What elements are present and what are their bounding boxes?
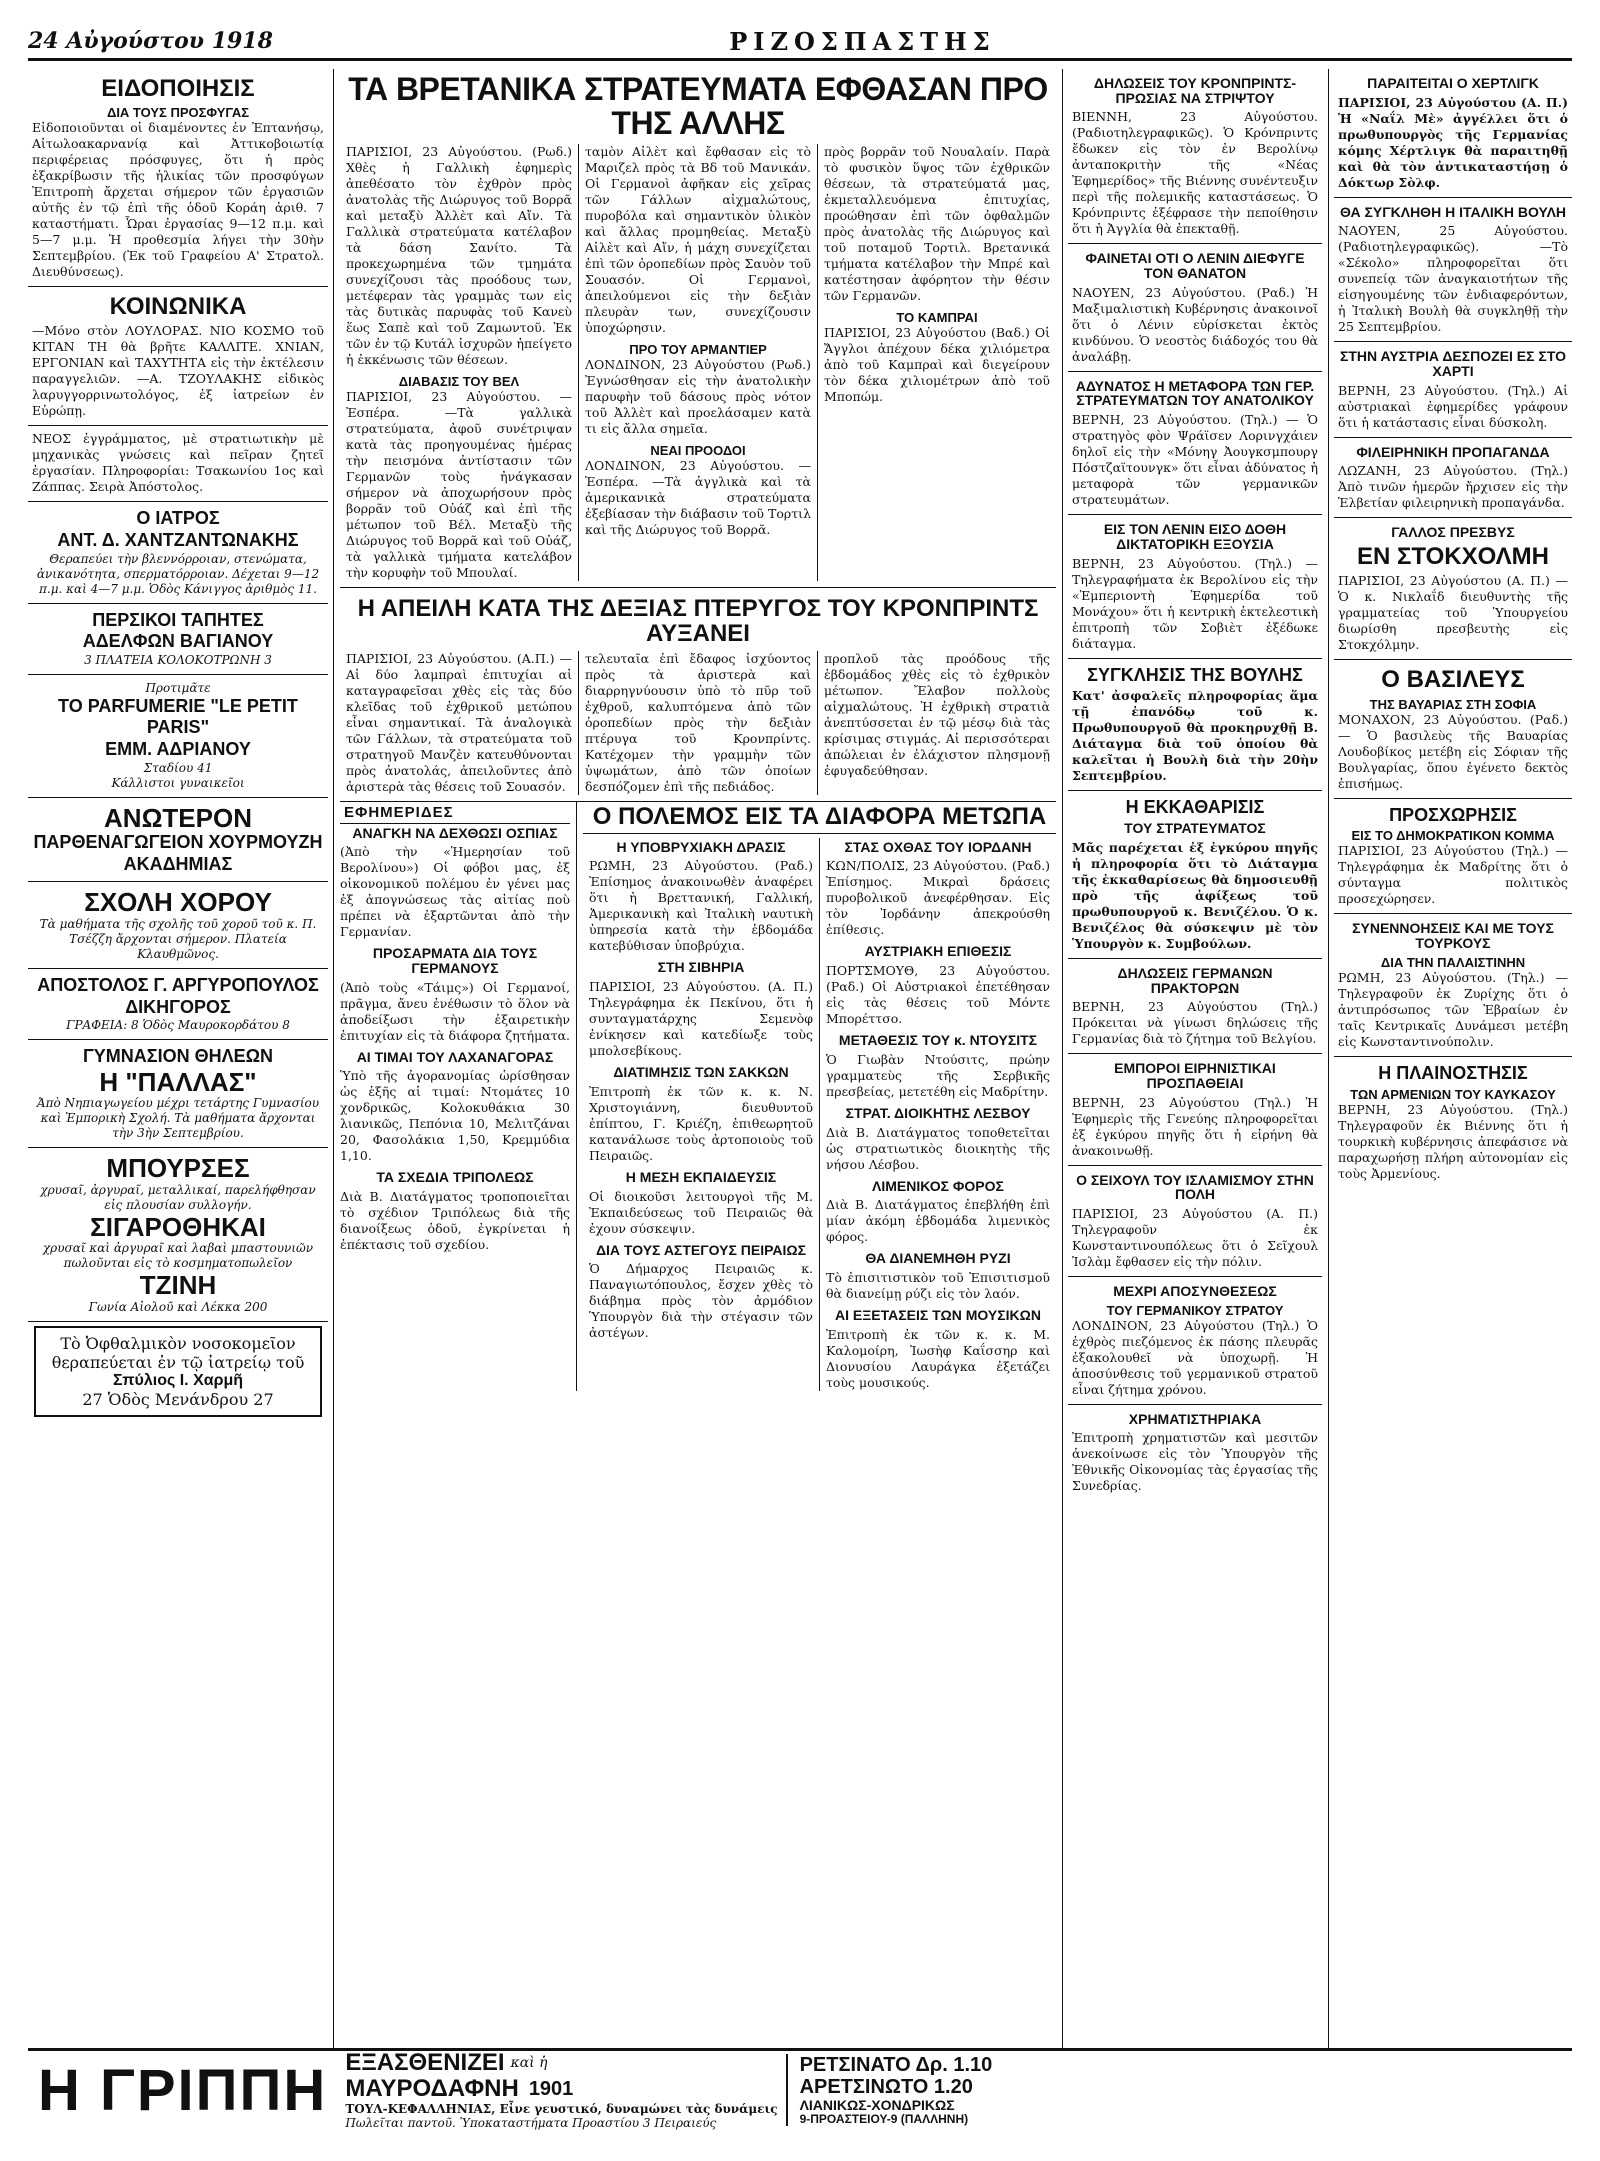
classified-neos [28, 426, 328, 502]
shop-name: ΤΖΙΝΗ [139, 1270, 217, 1301]
newspapers-column [340, 802, 577, 1391]
retsina-price: Δρ. 1.10 [915, 2053, 993, 2076]
second-text-b: τελευταῖα ἐπὶ ἔδαφος ἰσχύοντος πρὸς τὰ ἀριστερὰ καὶ διαρρηγνύουσιν ὑπὸ τὸ πῦρ τοῦ ἐχθροῦ, καλυπτόμενα ἀπὸ τῶν ὀροπεδίων πρὸς τὴν δεξιὰν πτέρυγα τοῦ Κρονπρίντς. Κατέχομεν τὴν γραμμὴν τῶν ὑψωμάτων, ἀπὸ τῶν ὁποίων δεσπόζομεν ἐπὶ τῆς πεδιάδος. [585, 650, 811, 794]
school-title: ΑΝΩΤΕΡΟΝ [104, 802, 252, 833]
front-heading-5: ΔΙΑ ΤΟΥΣ ΑΣΤΕΓΟΥΣ ΠΕΙΡΑΙΩΣ [595, 1241, 807, 1258]
notice-title: ΕΙΔΟΠΟΙΗΣΙΣ [101, 75, 255, 102]
ad-year: 1901 [528, 2078, 574, 2101]
school-name: ΑΚΑΔΗΜΙΑΣ [123, 853, 233, 874]
c5-text-6: ΜΟΝΑΧΟΝ, 23 Αὐγούστου. (Ραδ.) — Ὁ βασιλεὺς τῆς Βαυαρίας Λουδοβίκος μετέβη εἰς Σόφιαν τῆς Βουλγαρίας, ὅπου ἐγένετο δεκτὸς ἐπισήμως. [1338, 711, 1568, 791]
lead-subhead: ΔΙΑΒΑΣΙΣ ΤΟΥ ΒΕΛ [398, 374, 520, 390]
eph-text-4: Διὰ Β. Διατάγματος τροποποιεῖται τὸ σχέδιον Τριπόλεως διὰ τῆς διανοίξεως ὁδοῦ, ἐγκρίνεται ἡ ἐπέκτασις τοῦ σχεδίου. [340, 1189, 570, 1252]
column-news-5 [1334, 69, 1572, 2129]
newspaper-name: ΡΙΖΟΣΠΑΣΤΗΣ [729, 26, 996, 56]
front-heading-8: ΜΕΤΑΘΕΣΙΣ ΤΟΥ κ. ΝΤΟΥΣΙΤΣ [838, 1032, 1038, 1049]
c4-text-9: ΠΑΡΙΣΙΟΙ, 23 Αὐγούστου (Α. Π.) Τηλεγραφοῦν ἐκ Κωνσταντινουπόλεως ὅτι ὁ Σεῖχουλ Ἰσλὰμ ἔφθασεν εἰς τὴν πόλιν. [1072, 1206, 1318, 1270]
carpets-address: 3 ΠΛΑΤΕΙΑ ΚΟΛΟΚΟΤΡΩΝΗ 3 [84, 652, 272, 667]
c4-heading-2: ΦΑΙΝΕΤΑΙ ΟΤΙ Ο ΛΕΝΙΝ ΔΙΕΦΥΓΕ ΤΟΝ ΘΑΝΑΤΟΝ [1085, 250, 1305, 282]
c4-text-3: ΒΕΡΝΗ, 23 Αὐγούστου. (Τηλ.) — Ὁ στρατηγὸς φὸν Ψράϊσεν Λορινγχάιεν δηλοῖ εἰς τὴν «Μόνηγ Ἀουγκσμπουργ Πόστζαϊτουνγκ» ὅτι εἶναι ἀδύνατος ἡ μεταφορὰ τῶν γερμανικῶν στρατευμάτων. [1072, 412, 1318, 508]
c4-text-10: ΛΟΝΔΙΝΟΝ, 23 Αὐγούστου (Τηλ.) Ὁ ἐχθρὸς πιεζόμενος ἐκ πάσης πλευρᾶς ἐξακολουθεῖ νὰ ὑποχωρῇ. Ἡ ἀποσύνθεσις τοῦ γερμανικοῦ στρατοῦ εἶναι ζήτημα χρόνου. [1072, 1317, 1318, 1397]
c4-text-2: ΝΑΟΥΕΝ, 23 Αὐγούστου. (Ραδ.) Ἡ Μαξιμαλιστικὴ Κυβέρνησις ἀνακοινοῖ ὅτι ὁ Λένιν εὑρίσκεται ἐκτὸς κινδύνου. Ὁ νεοστὸς διάδοχός του θὰ ἀναλάβῃ. [1072, 284, 1318, 364]
cigarette-cases-title: ΣΙΓΑΡΟΘΗΚΑΙ [90, 1211, 266, 1242]
eph-heading-4: ΤΑ ΣΧΕΔΙΑ ΤΡΙΠΟΛΕΩΣ [376, 1169, 534, 1186]
c5-heading-2: ΘΑ ΣΥΓΚΛΗΘΗ Η ΙΤΑΛΙΚΗ ΒΟΥΛΗ [1339, 203, 1567, 220]
c5-text-4: ΛΩΖΑΝΗ, 23 Αὐγούστου. (Τηλ.) Ἀπὸ τινῶν ἡμερῶν ἤρχισεν εἰς τὴν Ἑλβετίαν φιλειρηνικὴ προπαγάνδα. [1338, 463, 1568, 511]
c5-heading-5b: ΕΝ ΣΤΟΚΧΟΛΜΗ [1357, 543, 1549, 571]
lead-text-e: ΛΟΝΔΙΝΟΝ, 23 Αὐγούστου (Ρωδ.) Ἐγνώσθησαν εἰς τὴν ἀνατολικὴν παρυφὴν τοῦ δάσους πρὸς νότον τοῦ Ἀλλὲτ καὶ προελάσαμεν κατὰ τι εἰς ἄλλα σημεῖα. [585, 357, 811, 437]
column-news-4 [1068, 69, 1322, 2129]
eph-text-2: (Ἀπὸ τοὺς «Τάιμς») Οἱ Γερμανοί, πρᾶγμα, ἄνευ ἐνέθωσιν τὸ ὅλον νὰ ἀποδείξωσι τὴν ἐξαιρετικὴν ἐπιτυχίαν εἰς τὰ διάφορα ζητήματα. [340, 979, 570, 1043]
front-heading-1: Η ΥΠΟΒΡΥΧΙΑΚΗ ΔΡΑΣΙΣ [616, 838, 786, 855]
ophthalmic-ad [34, 1326, 322, 1417]
ophthalmic-address: 27 Ὁδὸς Μενάνδρου 27 [82, 1390, 274, 1410]
c4-heading-11: ΧΡΗΜΑΤΙΣΤΗΡΙΑΚΑ [1128, 1410, 1262, 1427]
fronts-headline: Ο ΠΟΛΕΜΟΣ ΕΙΣ ΤΑ ΔΙΑΦΟΡΑ ΜΕΤΩΠΑ [583, 804, 1056, 834]
retsina-address: 9-ΠΡΟΑΣΤΕΙΟΥ-9 (ΠΑΛΛΗΝΗ) [799, 2112, 969, 2127]
dance-title: ΣΧΟΛΗ ΧΟΡΟΥ [84, 887, 272, 918]
c4-heading-6: Η ΕΚΚΑΘΑΡΙΣΙΣ [1125, 797, 1265, 818]
classified-text: ΝΕΟΣ ἐγγράμματος, μὲ στρατιωτικὴν μὲ μηχανικὰς γνώσεις καὶ πεῖραν ζητεῖ ἐργασίαν. Πληροφορίαι: Τσακωνίου 1ος καὶ Ζάππας. Σειρὰ Ἀπόστολος. [32, 431, 324, 495]
column-rule [1328, 69, 1329, 2129]
c5-heading-7: ΠΡΟΣΧΩΡΗΣΙΣ [1389, 804, 1517, 825]
front-heading-10: ΛΙΜΕΝΙΚΟΣ ΦΟΡΟΣ [872, 1177, 1004, 1194]
ad-retsina [786, 2054, 1005, 2127]
lead-subhead-3: ΝΕΑΙ ΠΡΟΟΔΟΙ [650, 443, 746, 459]
social-text: —Μόνο στὸν ΛΟΥΛΟΡΑΣ. ΝΙΟ ΚΟΣΜΟ τοῦ ΚΙΤΑΝ ΤΗ θὰ βρῆτε ΚΑΛΛΙΤΕ. ΧΝΙΑΝ, ΕΡΓΟΝΙΑΝ καὶ ΤΑΧΥΤΗΤΑ εἰς τὴν ἐκτέλεσιν παραγγελιῶν. —Α. ΤΖΟΥΛΑΚΗΣ εἰδικὸς λαρυγγορρινωτολόγος, ἐξ ἰατρείων ἐν Εὐρώπῃ. [32, 323, 324, 419]
front-text-10: Διὰ Β. Διατάγματος ἐπεβλήθη ἐπὶ μίαν ἀκόμη ἑβδομάδα λιμενικὸς φόρος. [826, 1197, 1050, 1245]
second-text-a: ΠΑΡΙΣΙΟΙ, 23 Αὐγούστου. (Α.Π.) — Αἱ δύο λαμπραὶ ἐπιτυχίαι αἱ καταγραφεῖσαι χθὲς εἰς τὰς δύο κλεῖδας τοῦ ἐχθρικοῦ μετώπου εἶναι σημαντικαί. Τὰ ἀναλογικὰ τῶν Γάλλων, τὰ στρατεύματα τοῦ στρατηγοῦ Μανζὲν κατευθύνονται πρὸς ἀνατολάς, ἀπειλοῦντες ἀπὸ ἀριστερὰ τὰς θέσεις τοῦ Σουασόν. [346, 650, 572, 794]
eph-heading-3: ΑΙ ΤΙΜΑΙ ΤΟΥ ΛΑΧΑΝΑΓΟΡΑΣ [356, 1048, 554, 1065]
front-heading-9: ΣΤΡΑΤ. ΔΙΟΙΚΗΤΗΣ ΛΕΣΒΟΥ [845, 1104, 1031, 1121]
c5-text-1: ΠΑΡΙΣΙΟΙ, 23 Αὐγούστου (Α. Π.) Ἡ «Ναΐλ Μὲ» ἀγγέλλει ὅτι ὁ πρωθυπουργὸς τῆς Γερμανίας κόμης Χέρτλιγκ θὰ παραιτηθῇ καὶ θὰ τὸν ἀντικαταστήσῃ ὁ Δόκτωρ Σὸλφ. [1338, 94, 1568, 190]
c4-text-8: ΒΕΡΝΗ, 23 Αὐγούστου (Τηλ.) Ἡ Ἐφημερὶς τῆς Γενεύης πληροφορεῖται ἐξ ἐγκύρου πηγῆς ὅτι ἡ εἰρήνη θὰ ἀνακοινωθῇ. [1072, 1094, 1318, 1158]
social-title: ΚΟΙΝΩΝΙΚΑ [109, 293, 247, 321]
ad-and: καὶ ἡ [510, 2054, 548, 2071]
front-heading-3: ΔΙΑΤΙΜΗΣΙΣ ΤΩΝ ΣΑΚΚΩΝ [613, 1064, 789, 1081]
c4-heading-5: ΣΥΓΚΛΗΣΙΣ ΤΗΣ ΒΟΥΛΗΣ [1087, 664, 1303, 685]
notice-subtitle: ΔΙΑ ΤΟΥΣ ΠΡΟΣΦΥΓΑΣ [106, 105, 250, 121]
c5-heading-9b: ΤΩΝ ΑΡΜΕΝΙΩΝ ΤΟΥ ΚΑΥΚΑΣΟΥ [1350, 1086, 1556, 1102]
eph-heading-1: ΑΝΑΓΚΗ ΝΑ ΔΕΧΘΩΣΙ ΟΣΠΙΑΣ [352, 824, 558, 841]
second-story [340, 588, 1056, 801]
front-heading-12: ΑΙ ΕΞΕΤΑΣΕΙΣ ΤΩΝ ΜΟΥΣΙΚΩΝ [835, 1306, 1041, 1323]
column-ads [28, 69, 328, 2129]
lower-section [340, 802, 1056, 1391]
ad-footline-2: Πωλεῖται παντοῦ. Ὑποκαταστήματα Προαστίου 3 Πειραιεύς [345, 2116, 717, 2131]
front-heading-6: ΣΤΑΣ ΟΧΘΑΣ ΤΟΥ ΙΟΡΔΑΝΗ [844, 838, 1032, 855]
front-heading-7: ΑΥΣΤΡΙΑΚΗ ΕΠΙΘΕΣΙΣ [864, 943, 1012, 960]
perfume-pre: Προτιμᾶτε [145, 680, 211, 695]
perfume-address: Σταδίου 41 [143, 760, 213, 775]
ophthalmic-doctor: Σπύλιος Ι. Χαρμῆ [112, 1372, 244, 1390]
column-rule [333, 69, 334, 2129]
c4-heading-7: ΔΗΛΩΣΕΙΣ ΓΕΡΜΑΝΩΝ ΠΡΑΚΤΟΡΩΝ [1117, 964, 1273, 996]
c4-text-4: ΒΕΡΝΗ, 23 Αὐγούστου. (Τηλ.) — Τηλεγραφήματα ἐκ Βερολίνου εἰς τὴν «Ἐμπεριοντὴ Ἐφημερίδα τοῦ Μονάχου» ὅτι ἡ κεντρικὴ ἐκτελεστικὴ ἐπιτροπὴ τῶν Σοβιὲτ ἐξέδωκε διάταγμα. [1072, 555, 1318, 651]
second-columns [340, 651, 1056, 795]
front-text-11: Τὸ ἐπισιτιστικὸν τοῦ Ἐπισιτισμοῦ θὰ διανείμῃ ρύζι εἰς τὸν λαόν. [826, 1269, 1050, 1301]
notice-text: Εἰδοποιοῦνται οἱ διαμένοντες ἐν Ἐπτανήσῳ, Αἰτωλοακαρνανίᾳ καὶ Ἀττικοβοιωτίᾳ περιφέρειας πρόσφυγες, ὅτι ἡ πρὸς ἐξακρίβωσιν τῆς ἡλικίας τῶν προσφύγων Ἐπιτροπὴ ἄρχεται σήμερον τῶν ἐργασιῶν αὐτῆς ἐν τῷ ἐπὶ τῆς ὁδοῦ Κοράη ἀριθ. 7 καταστήματι. Ὧραι ἐργασίας 9—12 π.μ. καὶ 5—7 μ.μ. Ἡ προθεσμία λήγει τὴν 30ὴν Σεπτεμβρίου. (Ἐκ τοῦ Γραφείου Α' Στρατολ. Διευθύνσεως). [32, 120, 324, 280]
c4-text-11: Ἐπιτροπὴ χρηματιστῶν καὶ μεσιτῶν ἀνεκοίνωσε εἰς τὸν Ὑπουργὸν τῆς Ἐθνικῆς Οἰκονομίας τὰς ἐργασίας τῆς Συνεδρίας. [1072, 1430, 1318, 1494]
c4-text-6: Μᾶς παρέχεται ἐξ ἐγκύρου πηγῆς ἡ πληροφορία ὅτι τὸ Διάταγμα τῆς ἐκκαθαρίσεως θὰ δημοσιευθῇ πρὸ τῆς ἀφίξεως τοῦ πρωθυπουργοῦ κ. Βενιζέλου. Ὁ κ. Βενιζέλος θὰ σύσκεψιν μὲ τὸν Ὑπουργὸν κ. Συμβούλων. [1072, 839, 1318, 951]
c5-heading-9: Η ΠΛΑΙΝΟΣΤΗΣΙΣ [1378, 1062, 1528, 1083]
lawyer-address: ΓΡΑΦΕΙΑ: 8 Ὁδὸς Μαυροκορδάτου 8 [66, 1018, 290, 1033]
aretsinoto-price: 1.20 [933, 2075, 973, 2098]
c4-heading-6b: ΤΟΥ ΣΤΡΑΤΕΥΜΑΤΟΣ [1124, 820, 1266, 837]
front-text-5: Ὁ Δήμαρχος Πειραιῶς κ. Παναγιωτόπουλος, ἔσχεν χθὲς τὸ διάβημα πρὸς τὸν ἀρμόδιον Ὑπουργὸν διὰ τὴν στέγασιν τῶν ἀστέγων. [589, 1261, 813, 1341]
front-text-2: ΠΑΡΙΣΙΟΙ, 23 Αὐγούστου. (Α. Π.) Τηλεγράφημα ἐκ Πεκίνου, ὅτι ἡ συνταγματάρχης Σεμενὸφ ἐνίκησεν καὶ κατεδίωξε τοὺς μπολσεβίκους. [589, 979, 813, 1059]
retsina-label: ΡΕΤΣΙΝΑΤΟ [799, 2053, 911, 2076]
eph-heading-2: ΠΡΟΣΑΡΜΑΤΑ ΔΙΑ ΤΟΥΣ ΓΕΡΜΑΝΟΥΣ [372, 945, 538, 976]
gym-title: ΓΥΜΝΑΣΙΟΝ ΘΗΛΕΩΝ [82, 1046, 274, 1067]
lawyer-ad [28, 969, 328, 1040]
school-ad [28, 798, 328, 883]
c5-text-7: ΠΑΡΙΣΙΟΙ, 23 Αὐγούστου (Τηλ.) — Τηλεγράφημα ἐκ Μαδρίτης ὅτι ὁ σύνταγμα πολιτικὸς προσεχώρησεν. [1338, 843, 1568, 907]
gym-name: Η "ΠΑΛΛΑΣ" [99, 1066, 257, 1097]
ad-mavrodafni-name: ΜΑΥΡΟΔΑΦΝΗ [345, 2075, 519, 2102]
c5-heading-1: ΠΑΡΑΙΤΕΙΤΑΙ Ο ΧΕΡΤΛΙΓΚ [1367, 75, 1539, 91]
doctor-ad [28, 502, 328, 603]
masthead [28, 24, 1572, 61]
c5-text-3: ΒΕΡΝΗ, 23 Αὐγούστου. (Τηλ.) Αἱ αὐστριακαὶ ἐφημερίδες γράφουν ὅτι ἡ κατάστασις εἶναι δύσκολη. [1338, 382, 1568, 430]
dance-text: Τὰ μαθήματα τῆς σχολῆς τοῦ χοροῦ τοῦ κ. Π. Τσέζζη ἄρχονται σήμερον. Πλατεία Κλαυθμῶνος. [39, 916, 317, 961]
ad-mavrodafni [337, 2050, 785, 2131]
lead-story [340, 69, 1056, 588]
doctor-title: Ο ΙΑΤΡΟΣ [136, 508, 220, 529]
lead-text-d: πρὸς βορρᾶν τοῦ Νουαλαίν. Παρὰ τὸ φυσικὸν ὕψος τῶν ἐχθρικῶν θέσεων, τὰ στρατεύματά μας, ἐκμεταλλευόμενα ἐπιτυχίας, προώθησαν ἐπὶ τῶν ὀφθαλμῶν πρὸς ἀνατολὰς τῆς Διώρυγος καὶ τοῦ ποταμοῦ Τορτιλ. Βρετανικά τμήματα κατέλαβον τὴν Μπρέ καὶ κατέστησαν ἀφόρητον τὴν θέσιν τῶν Γερμανῶν. [824, 144, 1050, 304]
lead-text-b: ταμὸν Αἰλὲτ καὶ ἔφθασαν εἰς τὸ Μαριζελ πρὸς τὰ Βδ τοῦ Μανικάν. Οἱ Γερμανοὶ ἀφῆκαν εἰς χεῖρας τῶν Γάλλων αἰχμαλώτους, πυροβόλα καὶ σημαντικὸν ὑλικὸν καὶ ἄλλας προμηθείας. Μεταξὺ Αἰλὲτ καὶ Αἴν, ἡ μάχη συνεχίζεται ἐπὶ τῶν ὀροπεδίων πρὸς Σαυὸν τοῦ Σουασόν. Οἱ Γερμανοὶ, ἀπειλούμενοι εἰς τὴν δεξιὰν πλευρὰν των, συνεχίζουσιν ὑποχώρησιν. [585, 144, 811, 336]
c5-text-9: ΒΕΡΝΗ, 23 Αὐγούστου. (Τηλ.) Τηλεγραφοῦν ἐκ Βιέννης ὅτι ἡ τουρκικὴ κυβέρνησις ἀπεφάσισε νὰ παραχωρήσῃ πλήρη αὐτονομίαν εἰς τοὺς Ἀρμενίους. [1338, 1101, 1568, 1181]
perfume-tagline: Κάλλιστοι γυναικεῖοι [111, 775, 245, 790]
doctor-text: Θεραπεύει τὴν βλεννόρροιαν, στενώματα, ἀνικανότητα, σπερματόρροιαν. Δέχεται 9—12 π.μ. καὶ 4—7 μ.μ. Ὁδὸς Κάνιγγος ἀριθμὸς 11. [36, 551, 320, 596]
perfumery-ad [28, 675, 328, 798]
bottom-advertisement [28, 2048, 1572, 2129]
front-text-12: Ἐπιτροπὴ ἐκ τῶν κ. κ. Μ. Καλομοίρη, Ἰωσὴφ Καΐσσηρ καὶ Διονυσίου Λαυράγκα ἐξετάζει τοὺς μουσικούς. [826, 1326, 1050, 1390]
issue-date: 24 Αὐγούστου 1918 [28, 28, 273, 54]
lead-headline: ΤΑ ΒΡΕΤΑΝΙΚΑ ΣΤΡΑΤΕΥΜΑΤΑ ΕΦΘΑΣΑΝ ΠΡΟ ΤΗΣ ΑΛΛΗΣ [348, 71, 1048, 141]
second-text-c: προπλοῦ τὰς προόδους τῆς ἑβδομάδος χθὲς εἰς τὸ ἐχθρικὸν μέτωπον. Ἔλαβον πολλοὺς αἰχμαλώτους. Ἡ ἐχθρικὴ στρατιὰ ἀνεπτύσσεται ἐν τῷ μέσῳ διὰ τὰς κρίσιμας στιγμάς. Αἱ περισσότεραι ἀπώλειαι ἐν ἐλάχιστον πλησμονῇ ἐφυγαδεύθησαν. [824, 650, 1050, 778]
c5-heading-8: ΣΥΝΕΝΝΟΗΣΕΙΣ ΚΑΙ ΜΕ ΤΟΥΣ ΤΟΥΡΚΟΥΣ [1352, 920, 1554, 952]
c4-heading-4: ΕΙΣ ΤΟΝ ΛΕΝΙΝ ΕΙΣΟ ΔΟΘΗ ΔΙΚΤΑΤΟΡΙΚΗ ΕΞΟΥΣΙΑ [1103, 521, 1287, 552]
front-text-1: ΡΩΜΗ, 23 Αὐγούστου. (Ραδ.) Ἐπίσημος ἀνακοινωθὲν ἀναφέρει ὅτι ἡ Βρεττανική, Γαλλική, Ἀμερικανικὴ καὶ Ἰταλικὴ ναυτικὴ ὑπηρεσία κατὰ τὴν ἑβδομάδα κατεβύθισαν ὑποβρύχια. [589, 858, 813, 954]
front-heading-4: Η ΜΕΣΗ ΕΚΠΑΙΔΕΥΣΙΣ [625, 1168, 777, 1185]
front-text-3: Ἐπιτροπὴ ἐκ τῶν κ. κ. Ν. Χριστογιάννη, διευθυντοῦ ἐπίπτου, Γ. Κριέζη, ἐπιθεωρητοῦ κατανάλωσε τοὺς ἀρτοποιοὺς τοῦ Πειραιῶς. [589, 1083, 813, 1163]
c5-text-2: ΝΑΟΥΕΝ, 25 Αὐγούστου. (Ραδιοτηλεγραφικῶς). —Τὸ «Σέκολο» πληροφορεῖται ὅτι συνεπείᾳ τῶν ἀναγκαιοτήτων τῆς εἰσηγουμένης τῶν ἐνδιαφερόντων, ἡ Ἰταλικὴ Βουλὴ θὰ συγκληθῇ τὴν 25 Σεπτεμβρίου. [1338, 223, 1568, 335]
c5-heading-6b: ΤΗΣ ΒΑΥΑΡΙΑΣ ΣΤΗ ΣΟΦΙΑ [1369, 696, 1537, 712]
doctor-name: ΑΝΤ. Δ. ΧΑΝΤΖΑΝΤΩΝΑΚΗΣ [57, 529, 299, 550]
ad-grippi-word: Η ΓΡΙΠΠΗ [38, 2057, 328, 2123]
main-news-area [340, 69, 1056, 2129]
c5-heading-8b: ΔΙΑ ΤΗΝ ΠΑΛΑΙΣΤΙΝΗΝ [1380, 954, 1526, 970]
newspapers-label: ΕΦΗΜΕΡΙΔΕΣ [340, 802, 570, 824]
c4-heading-8: ΕΜΠΟΡΟΙ ΕΙΡΗΝΙΣΤΙΚΑΙ ΠΡΟΣΠΑΘΕΙΑΙ [1114, 1060, 1276, 1092]
c5-heading-7b: ΕΙΣ ΤΟ ΔΗΜΟΚΡΑΤΙΚΟΝ ΚΟΜΜΑ [1351, 828, 1555, 844]
lawyer-title: ΔΙΚΗΓΟΡΟΣ [125, 996, 231, 1017]
front-heading-11: ΘΑ ΔΙΑΝΕΜΗΘΗ ΡΥΖΙ [865, 1250, 1011, 1267]
carpets-title: ΠΕΡΣΙΚΟΙ ΤΑΠΗΤΕΣ [92, 609, 264, 630]
c4-heading-1: ΔΗΛΩΣΕΙΣ ΤΟΥ ΚΡΟΝΠΡΙΝΤΣ-ΠΡΩΣΙΑΣ ΝΑ ΣΤΡΙΨΤΟΥ [1093, 75, 1297, 106]
carpets-name: ΑΔΕΛΦΩΝ ΒΑΓΙΑΝΟΥ [82, 631, 274, 652]
bracelets-title: ΜΠΟΥΡΣΕΣ [106, 1153, 250, 1184]
front-text-9: Διὰ Β. Διατάγματος τοποθετεῖται ὡς στρατιωτικὸς διοικητὴς τῆς νήσου Λέσβου. [826, 1124, 1050, 1172]
lead-subhead-4: ΤΟ ΚΑΜΠΡΑΙ [896, 310, 978, 326]
school-subtitle: ΠΑΡΘΕΝΑΓΩΓΕΙΟΝ ΧΟΥΡΜΟΥΖΗ [33, 832, 323, 853]
c4-heading-9: Ο ΣΕΙΧΟΥΛ ΤΟΥ ΙΣΛΑΜΙΣΜΟΥ ΣΤΗΝ ΠΟΛΗ [1076, 1171, 1314, 1203]
c4-heading-10b: ΤΟΥ ΓΕΡΜΑΝΙΚΟΥ ΣΤΡΑΤΟΥ [1106, 1302, 1284, 1318]
fronts-columns [583, 838, 1056, 1391]
aretsinoto-label: ΑΡΕΤΣΙΝΩΤΟ [799, 2075, 929, 2098]
cigarette-cases-text: χρυσαῖ καὶ ἀργυραῖ καὶ λαβαὶ μπαστουνιῶν πωλοῦνται εἰς τὸ κοσμηματοπωλεῖον [42, 1241, 314, 1271]
dance-school-ad [28, 882, 328, 969]
lawyer-name: ΑΠΟΣΤΟΛΟΣ Γ. ΑΡΓΥΡΟΠΟΥΛΟΣ [37, 974, 319, 995]
c4-heading-10: ΜΕΧΡΙ ΑΠΟΣΥΝΘΕΣΕΩΣ [1113, 1283, 1277, 1300]
shop-address: Γωνία Αἰολοῦ καὶ Λέκκα 200 [88, 1300, 268, 1315]
carpets-ad [28, 604, 328, 675]
c4-text-5: Κατ' ἀσφαλεῖς πληροφορίας ἅμα τῇ ἐπανόδῳ τοῦ κ. Πρωθυπουργοῦ θὰ προκηρυχθῇ Β. Διάταγμα διὰ τοῦ ὁποίου θὰ καλεῖται ἡ Βουλὴ διὰ τὴν 20ὴν Σεπτεμβρίου. [1072, 688, 1318, 784]
lead-text-g: ΠΑΡΙΣΙΟΙ, 23 Αὐγούστου (Βαδ.) Οἱ Ἄγγλοι ἀπέχουν δέκα χιλιόμετρα ἀπὸ τοῦ Καμπραὶ καὶ διεγείρουν τὸν δέκα χιλιομέτρων ἀπὸ τοῦ Μποπώμ. [824, 325, 1050, 405]
eph-text-3: Ὑπὸ τῆς ἀγορανομίας ὡρίσθησαν ὡς ἑξῆς αἱ τιμαί: Ντομάτες 10 χονδρικῶς, Κολοκυθάκια 30 λιανικῶς, Πεπόνια 10, Μελιτζάναι 20, Φασολάκια 1,50, Κρεμμύδια 1,10. [340, 1068, 570, 1164]
c5-text-5: ΠΑΡΙΣΙΟΙ, 23 Αὐγούστου (Α. Π.) — Ὁ κ. Νικλαΐδ διευθυντὴς τῆς γραμματείας τοῦ Ὑπουργείου διωρίσθη πρεσβευτὴς εἰς Στοκχόλμην. [1338, 573, 1568, 653]
front-text-4: Οἱ διοικοῦσι λειτουργοὶ τῆς Μ. Ἐκπαιδεύσεως τοῦ Πειραιῶς θὰ ἐχουν σύσκεψιν. [589, 1188, 813, 1236]
front-heading-2: ΣΤΗ ΣΙΒΗΡΙΑ [657, 959, 745, 976]
notice-refugees [28, 69, 328, 287]
c5-heading-6: Ο ΒΑΣΙΛΕΥΣ [1381, 666, 1525, 694]
jeweller-ad [28, 1148, 328, 1322]
perfume-owner: ΕΜΜ. ΑΔΡΙΑΝΟΥ [105, 738, 251, 759]
fronts-area [577, 802, 1056, 1391]
social-section [28, 287, 328, 426]
lead-text-c: ΠΑΡΙΣΙΟΙ, 23 Αὐγούστου. —Ἐσπέρα. —Τὰ γαλλικὰ στρατεύματα, ἀφοῦ συνέτριψαν κατὰ τὰς προηγουμένας ἡμέρας τὴν πεισμόνα ἀντίστασιν τῶν Γερμανῶν τοὺς ἠνάγκασαν σήμερον νὰ ἀποχωρήσουν πρὸς βορρᾶν τοῦ Οὐάζ καὶ ἐπὶ τῆς μέτωπον τοῦ Βέλ. Μεταξὺ τῆς Διώρυγος τοῦ Βορρᾶ καὶ τοῦ Οὐάζ, τὰ γαλλικὰ τμήματα κατελάβον τὴν κορυφὴν τοῦ Μπουλαί. [346, 389, 572, 581]
bracelets-text: χρυσαῖ, ἀργυραῖ, μεταλλικαί, παρελήφθησαν εἰς πλουσίαν συλλογήν. [40, 1182, 316, 1212]
c4-heading-3: ΑΔΥΝΑΤΟΣ Η ΜΕΤΑΦΟΡΑ ΤΩΝ ΓΕΡ. ΣΤΡΑΤΕΥΜΑΤΩΝ ΤΟΥ ΑΝΑΤΟΛΙΚΟΥ [1075, 377, 1315, 409]
c4-text-1: ΒΙΕΝΝΗ, 23 Αὐγούστου. (Ραδιοτηλεγραφικῶς). Ὁ Κρόνπριντς ἔδωκεν εἰς τὸν ἐν Βερολίνῳ ἀνταποκριτὴν τῆς «Νέας Ἐφημερίδος» τῆς Βιέννης συνέντευξιν περὶ τῆς πολεμικῆς καταστάσεως. Ὁ Κρόνπριντς ἐξέφρασε τὴν πεποίθησιν ὅτι ἡ Ἀγγλία θὰ ἐπεκταθῇ. [1072, 109, 1318, 237]
front-text-8: Ὁ Γιωβὰν Ντούσιτς, πρώην γραμματεὺς τῆς Σερβικῆς πρεσβείας, μετετέθη εἰς Μαδρίτην. [826, 1051, 1050, 1099]
front-text-7: ΠΟΡΤΣΜΟΥΘ, 23 Αὐγούστου. (Ραδ.) Οἱ Αὐστριακοὶ ἐπετέθησαν εἰς τὰς θέσεις τοῦ Μόντε Μπορέττσο. [826, 963, 1050, 1027]
column-rule [1062, 69, 1063, 2129]
lead-columns [340, 144, 1056, 581]
c5-text-8: ΡΩΜΗ, 23 Αὐγούστου. (Τηλ.) — Τηλεγραφοῦν ἐκ Ζυρίχης ὅτι ὁ ἀντιπρόσωπος τῶν Ἑβραίων ἐν ταῖς Κεντρικαῖς Δυνάμεσι μετέβη εἰς Κωνσταντινούπολιν. [1338, 969, 1568, 1049]
eph-text-1: (Ἀπὸ τὴν «Ἡμερησίαν τοῦ Βερολίνου») Οἱ φόβοι μας, ἐξ οἰκονομικοῦ πολέμου ἐν γένει μας ἐξ ἀπογνώσεως τὰς αἰτίας ποὺ πρέπει νὰ ἐξαρτῶνται ἀπὸ τὴν Γερμανίαν. [340, 844, 570, 940]
retsina-shop: ΛΙΑΝΙΚΩΣ-ΧΟΝΔΡΙΚΩΣ [799, 2096, 955, 2113]
front-text-6: ΚΩΝ/ΠΟΛΙΣ, 23 Αὐγούστου. (Ραδ.) Ἐπίσημος. Μικραὶ δράσεις πυροβολικοῦ ἀνεφέρθησαν. Εἰς τὸν Ἰορδάνην ἀπεκρούσθη ἐπίθεσις. [826, 858, 1050, 938]
c4-text-7: ΒΕΡΝΗ, 23 Αὐγούστου (Τηλ.) Πρόκειται νὰ γίνωσι δηλώσεις τῆς Γερμανίας διὰ τὸ ζήτημα τοῦ Βελγίου. [1072, 999, 1318, 1047]
perfume-name: ΤΟ PARFUMERIE "LE PETIT PARIS" [58, 695, 298, 738]
ophthalmic-text: Τὸ Ὀφθαλμικὸν νοσοκομεῖον θεραπεύεται ἐν τῷ ἰατρείῳ τοῦ [51, 1334, 305, 1373]
gymnasium-ad [28, 1040, 328, 1148]
gym-text: Ἀπὸ Νηπιαγωγείου μέχρι τετάρτης Γυμνασίου καὶ Ἐμπορικὴ Σχολή. Τὰ μαθήματα ἄρχονται τὴν 3ὴν Σεπτεμβρίου. [36, 1096, 320, 1141]
lead-subhead-2: ΠΡΟ ΤΟΥ ΑΡΜΑΝΤΙΕΡ [629, 342, 767, 358]
c5-heading-4: ΦΙΛΕΙΡΗΝΙΚΗ ΠΡΟΠΑΓΑΝΔΑ [1356, 443, 1550, 460]
second-headline: Η ΑΠΕΙΛΗ ΚΑΤΑ ΤΗΣ ΔΕΞΙΑΣ ΠΤΕΡΥΓΟΣ ΤΟΥ ΚΡΟΝΠΡΙΝΤΣ ΑΥΞΑΝΕΙ [357, 595, 1039, 648]
c5-heading-5: ΓΑΛΛΟΣ ΠΡΕΣΒΥΣ [1391, 524, 1515, 541]
ad-footline: ΤΟΥΛ-ΚΕΦΑΛΛΗΝΙΑΣ, Εἶνε γευστικό, δυναμώνει τὰς δυνάμεις [345, 2102, 778, 2117]
lead-text-f: ΛΟΝΔΙΝΟΝ, 23 Αὐγούστου. —Ἑσπέρα. —Τὰ ἀγγλικὰ καὶ τὰ ἀμερικανικὰ στρατεύματα ἐξεβίασαν τὴν διάβασιν τοῦ Τορτιλ καὶ τῆς Διώρυγος τοῦ Βορρᾶ. [585, 458, 811, 538]
page-body [28, 69, 1572, 2129]
c5-heading-3: ΣΤΗΝ ΑΥΣΤΡΙΑ ΔΕΣΠΟΖΕΙ ΕΣ ΣΤΟ ΧΑΡΤΙ [1339, 348, 1567, 380]
lead-text-a: ΠΑΡΙΣΙΟΙ, 23 Αὐγούστου. (Ρωδ.) Χθὲς ἡ Γαλλικὴ ἐφημερὶς ἀπεθέσατο τὸν ἐχθρὸν πρὸς ἀνατολὰς τῆς Διώρυγος τοῦ Βορρᾶ καὶ μεταξὺ Ἀλλὲτ καὶ Αἴν. Τὰ Γαλλικὰ στρατεύματα κατέλαβον τὰ δάση Σανίτο. Τὰ προκεχωρημένα τῶν τμημάτα συνεχίζουσι τὰς προόδους των, μετέφεραν τὰς γραμμὰς των εἰς τὰς δυτικὰς παρυφὰς τοῦ Κανεὺ ἕως Σαπὲ καὶ τοῦ Ζαμωντοῦ. Ἐκ τῶν ἐν τῷ Κυτάλ ἰσχυρῶν ἠπείγετο ἡ ἐκκένωσις τῶν θέσεων. [346, 144, 572, 368]
ad-weakens: ΕΞΑΣΘΕΝΙΖΕΙ [345, 2048, 505, 2076]
